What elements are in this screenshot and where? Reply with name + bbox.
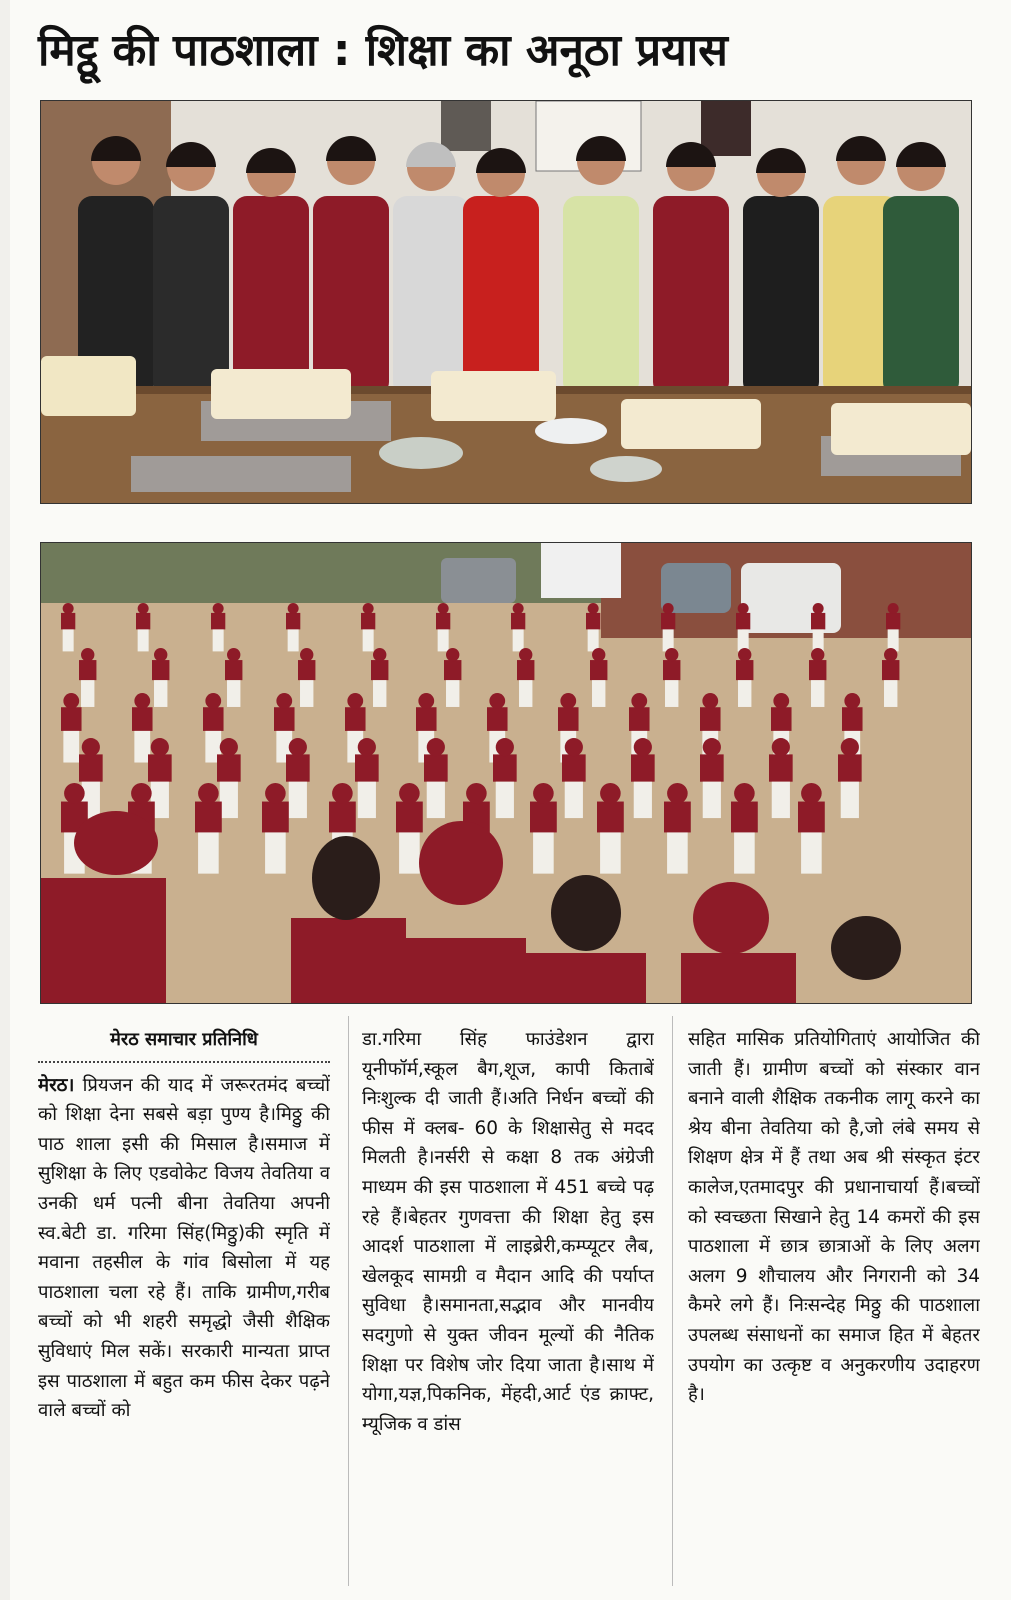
student-figure	[663, 648, 680, 707]
student-figure	[286, 603, 300, 651]
student-figure	[590, 648, 607, 707]
column-rule-1	[348, 1016, 349, 1586]
student-figure	[286, 738, 310, 818]
dateline: मेरठ।	[38, 1074, 75, 1096]
column-3-text: सहित मासिक प्रतियोगिताएं आयोजित की जाती हैं। ग्रामीण बच्चों को संस्कार वान बनाने वाली शैक्षिक तकनीक लागू करने का श्रेय बीना तेवतिया को है,जो लंबे समय से शिक्षण क्षेत्र में हैं तथा अब श्री संस्कृत इंटर कालेज,एतमादपुर की प्रधानाचार्या हैं।बच्चों को स्वच्छता सिखाने हेतु 14 कमरों की इस पाठशाला में छात्र छात्राओं के लिए अलग अलग 9 शौचालय और निगरानी को 34 कैमरे लगे हैं। निःसन्देह मिठ्ठु की पाठशाला उपलब्ध संसाधनों का समाज हित में बेहतर उपयोग का उत्कृष्ट व अनुकरणीय उदाहरण है।	[688, 1029, 980, 1406]
student-figure	[736, 603, 750, 651]
student-figure	[811, 603, 825, 651]
student-figure	[355, 738, 379, 818]
student-figure	[61, 603, 75, 651]
student-figure	[511, 603, 525, 651]
student-figure	[371, 648, 388, 707]
student-figure	[436, 603, 450, 651]
student-figure	[809, 648, 826, 707]
student-figure	[361, 603, 375, 651]
column-rule-2	[672, 1016, 673, 1586]
student-figure	[203, 693, 224, 763]
article-column-3	[688, 1025, 980, 1590]
article-column-2	[362, 1025, 654, 1590]
student-figure	[838, 738, 862, 818]
column-1-text: प्रियजन की याद में जरूरतमंद बच्चों को शिक्षा देना सबसे बड़ा पुण्य है।मिठ्ठु की पाठ शाला इसी की मिसाल है।समाज में सुशिक्षा के लिए एडवोकेट विजय तेवतिया व उनकी धर्म पत्नी बीना तेवतिया अपनी स्व.बेटी डा. गरिमा सिंह(मिठ्ठु)की स्मृति में मवाना तहसील के गांव बिसोला में यह पाठशाला चला रहे हैं। ताकि ग्रामीण,गरीब बच्चों को भी शहरी समृद्धो जैसी शैक्षिक सुविधाएं मिल सकें। सरकारी मान्यता प्राप्त इस पाठशाला में बहुत कम फीस देकर पढ़ने वाले बच्चों को	[38, 1074, 330, 1422]
staff-group-photo	[40, 100, 972, 504]
student-figure	[225, 648, 242, 707]
student-figure	[886, 603, 900, 651]
student-figure	[152, 648, 169, 707]
page-edge-strip	[0, 0, 10, 1600]
article-column-1	[38, 1025, 330, 1590]
student-figure	[493, 738, 517, 818]
student-figure	[664, 783, 691, 874]
student-figure	[597, 783, 624, 874]
student-figure	[798, 783, 825, 874]
students-assembly-photo	[40, 542, 972, 1004]
student-figure	[631, 738, 655, 818]
byline: मेरठ समाचार प्रतिनिधि	[38, 1025, 330, 1063]
student-figure	[700, 738, 724, 818]
student-figure	[586, 603, 600, 651]
student-figure	[769, 738, 793, 818]
student-figure	[661, 603, 675, 651]
student-figure	[882, 648, 899, 707]
student-figure	[444, 648, 461, 707]
student-figure	[731, 783, 758, 874]
headline: मिट्ठू की पाठशाला : शिक्षा का अनूठा प्रयास	[38, 25, 728, 76]
student-figure	[298, 648, 315, 707]
student-figure	[79, 648, 96, 707]
student-figure	[530, 783, 557, 874]
student-figure	[736, 648, 753, 707]
student-figure	[262, 783, 289, 874]
student-figure	[562, 738, 586, 818]
student-figure	[396, 783, 423, 874]
student-figure	[211, 603, 225, 651]
student-figure	[136, 603, 150, 651]
student-figure	[195, 783, 222, 874]
student-figure	[132, 693, 153, 763]
column-2-text: डा.गरिमा सिंह फाउंडेशन द्वारा यूनीफॉर्म,स्कूल बैग,शूज, कापी किताबें निःशुल्क दी जाती हैं।अति निर्धन बच्चों की फीस में क्लब- 60 के शिक्षासेतु से मदद मिलती है।नर्सरी से कक्षा 8 तक अंग्रेजी माध्यम की इस पाठशाला में 451 बच्चे पढ़ रहे हैं।बेहतर गुणवत्ता की शिक्षा हेतु इस आदर्श पाठशाला में लाइब्रेरी,कम्प्यूटर लैब, खेलकूद सामग्री व मैदान आदि की पर्याप्त सुविधा है।समानता,सद्भाव और मानवीय सदगुणो से युक्त जीवन मूल्यों की नैतिक शिक्षा पर विशेष जोर दिया जाता है।साथ में योगा,यज्ञ,पिकनिक, मेंहदी,आर्ट एंड क्राफ्ट, म्यूजिक व डांस	[362, 1029, 654, 1435]
student-figure	[424, 738, 448, 818]
student-figure	[61, 693, 82, 763]
student-figure	[517, 648, 534, 707]
